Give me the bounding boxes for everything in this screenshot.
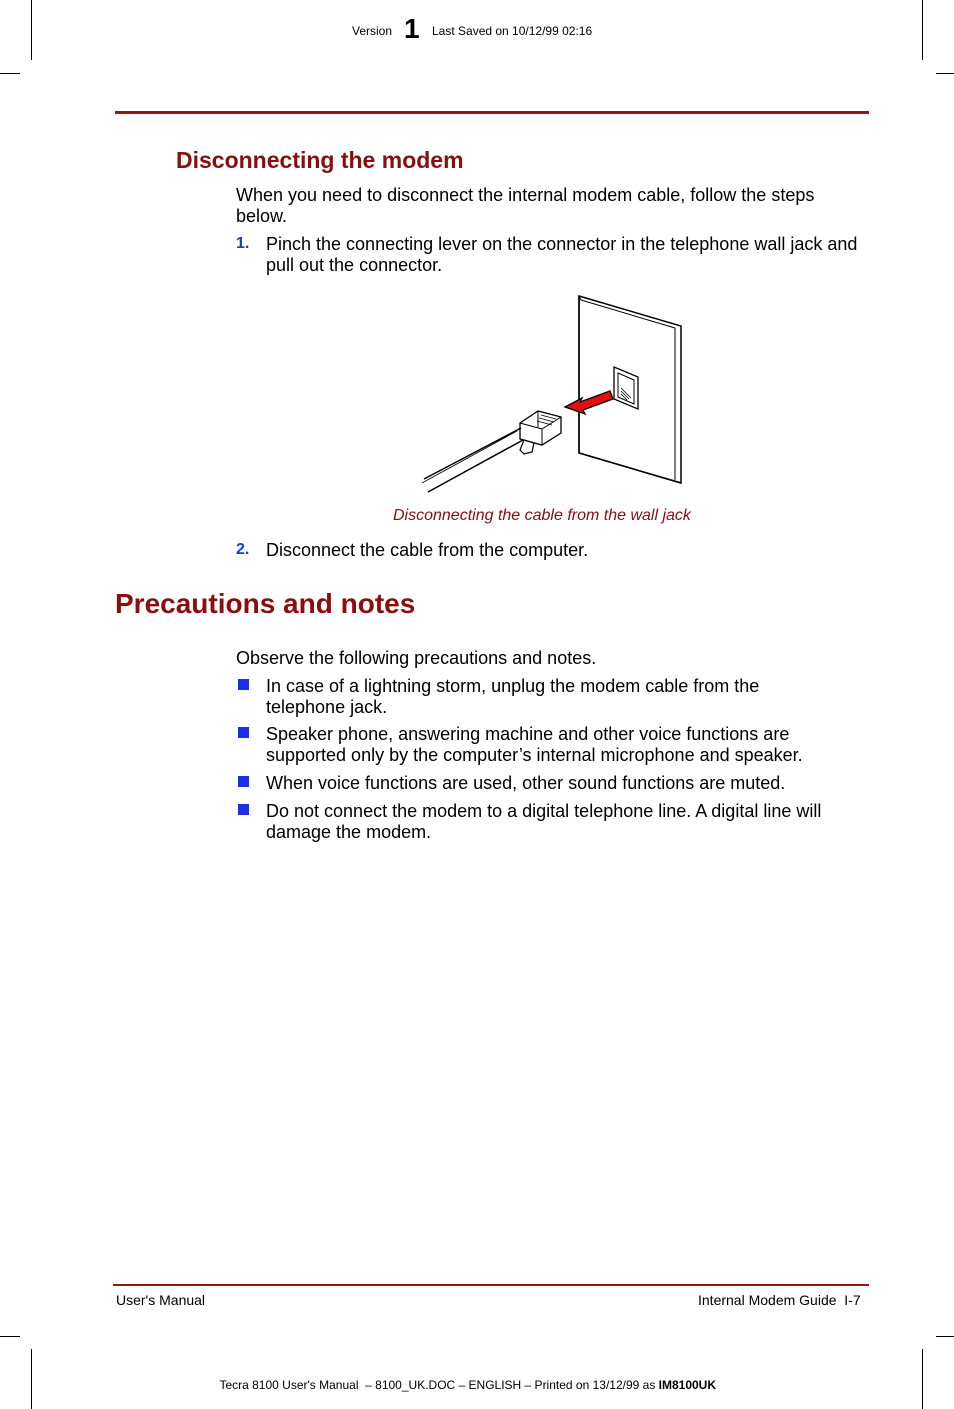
crop-mark	[936, 73, 954, 74]
list-item: When voice functions are used, other sound functions are muted.	[266, 773, 786, 793]
bullet-square-icon	[238, 776, 249, 787]
section-intro: When you need to disconnect the internal modem cable, follow the steps below.	[236, 185, 815, 226]
wall-jack-illustration	[420, 290, 690, 500]
crop-mark	[31, 1349, 32, 1409]
print-code: IM8100UK	[658, 1378, 717, 1392]
bullet-square-icon	[238, 727, 249, 738]
section-heading-precautions: Precautions and notes	[115, 588, 416, 619]
step-number: 2.	[236, 541, 250, 558]
crop-mark	[922, 1349, 923, 1409]
step-number: 1.	[236, 235, 250, 252]
crop-mark	[936, 1336, 954, 1337]
list-item: Speaker phone, answering machine and other voice functions are supported only by the computer’s internal microphone and speaker.	[266, 724, 803, 765]
footer-left: User's Manual	[116, 1292, 206, 1308]
figure-caption: Disconnecting the cable from the wall jack	[393, 507, 691, 524]
footer-rule	[113, 1284, 869, 1286]
crop-mark	[0, 1336, 20, 1337]
bullet-square-icon	[238, 679, 249, 690]
footer-right: Internal Modem Guide I-7	[698, 1292, 861, 1308]
last-saved: Last Saved on 10/12/99 02:16	[432, 24, 593, 38]
list-item: In case of a lightning storm, unplug the modem cable from the telephone jack.	[266, 676, 760, 717]
version-number: 1	[404, 13, 420, 44]
section-heading-disconnecting: Disconnecting the modem	[176, 147, 464, 173]
step-text: Pinch the connecting lever on the connector in the telephone wall jack and pull out the connector.	[266, 234, 858, 275]
step-text: Disconnect the cable from the computer.	[266, 540, 589, 560]
list-item: Do not connect the modem to a digital telephone line. A digital line will damage the modem.	[266, 801, 822, 842]
crop-mark	[31, 0, 32, 60]
crop-mark	[0, 73, 20, 74]
crop-mark	[922, 0, 923, 60]
print-line-text: Tecra 8100 User's Manual – 8100_UK.DOC – ENGLISH – Printed on 13/12/99 as	[219, 1378, 659, 1392]
section-intro: Observe the following precautions and notes.	[236, 648, 597, 668]
bullet-square-icon	[238, 804, 249, 815]
version-label: Version	[352, 24, 393, 38]
header-rule	[115, 111, 869, 114]
print-line	[213, 1364, 716, 1392]
